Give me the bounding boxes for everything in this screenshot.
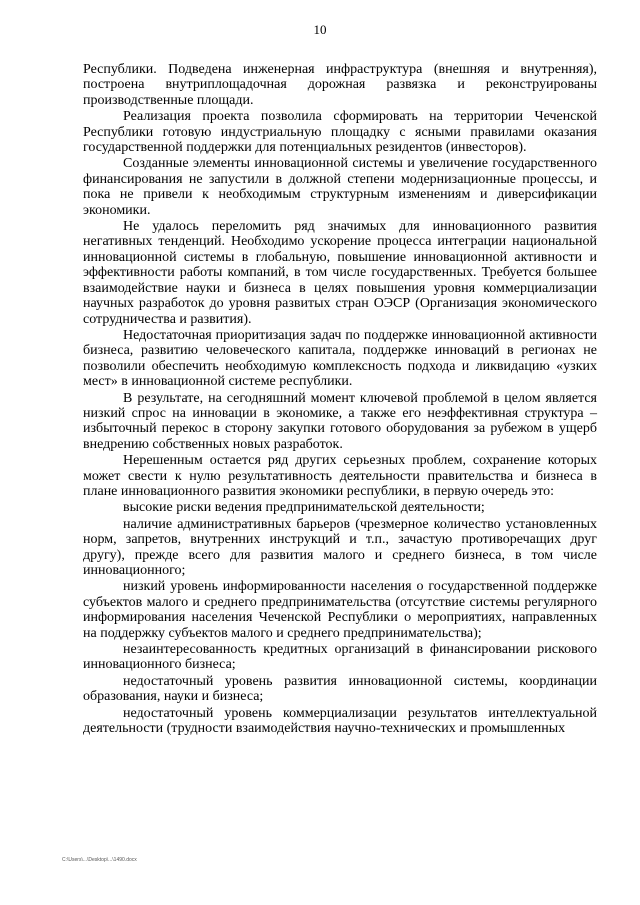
file-path-footer: C:\Users\...\Desktop\...\1490.docx [62,857,137,863]
list-item-4: незаинтересованность кредитных организаций в финансировании рискового инновационного бизнеса; [83,642,597,673]
page-number: 10 [313,22,327,37]
paragraph-7: Нерешенным остается ряд других серьезных проблем, сохранение которых может свести к нулю результативность деятельности правительства и бизнеса в плане инновационного развития экономики республики, в первую очередь это: [83,453,597,499]
paragraph-5: Недостаточная приоритизация задач по поддержке инновационной активности бизнеса, развитию человеческого капитала, поддержке инноваций в регионах не позволили обеспечить необходимую комплексность подхода и ликвидацию «узких мест» в инновационной системе республики. [83,327,597,390]
list-item-1: высокие риски ведения предпринимательской деятельности; [123,500,485,516]
list-item-3: низкий уровень информированности населения о государственной поддержке субъектов малого и среднего предпринимательства (отсутствие системы регулярного информирования населения Чеченской Республики о мероприятиях, направленных на поддержку субъектов малого и среднего предпринимательства); [83,579,597,641]
list-item-2: наличие административных барьеров (чрезмерное количество установленных норм, запретов, внутренних инструкций и т.п., зачастую противоречащих друг другу), прежде всего для развития малого и среднего бизнеса, в том числе инновационного; [83,516,597,578]
paragraph-3: Созданные элементы инновационной системы и увеличение государственного финансирования не запустили в должной степени модернизационные процессы, и пока не привели к необходимым структурным изменениям и диверсификации экономики. [83,156,597,218]
paragraph-1: Республики. Подведена инженерная инфраструктура (внешняя и внутренняя), построена внутриплощадочная дорожная развязка и реконструированы производственные площади. [83,62,597,108]
list-item-6: недостаточный уровень коммерциализации результатов интеллектуальной деятельности (трудности взаимодействия научно-технических и промышленных [83,705,597,737]
list-item-5: недостаточный уровень развития инновационной системы, координации образования, науки и бизнеса; [83,673,597,705]
paragraph-4: Не удалось переломить ряд значимых для инновационного развития негативных тенденций. Необходимо ускорение процесса интеграции национальной инновационной системы в глобальную, повышение инновационной активности и эффективности работы компаний, в том числе государственных. Требуется большее взаимодействие науки и бизнеса в целях повышения уровня коммерциализации научных разработок до уровня развитых стран ОЭСР (Организация экономического сотрудничества и развития). [83,219,597,327]
document-body [83,62,597,737]
paragraph-2: Реализация проекта позволила сформировать на территории Чеченской Республики готовую индустриальную площадку с ясными правилами оказания государственной поддержки для потенциальных резидентов (инвесторов). [83,109,597,156]
paragraph-6: В результате, на сегодняшний момент ключевой проблемой в целом является низкий спрос на инновации в экономике, а также его неэффективная структура – избыточный перекос в сторону закупки готового оборудования за рубежом в ущерб внедрению собственных новых разработок. [83,390,597,452]
